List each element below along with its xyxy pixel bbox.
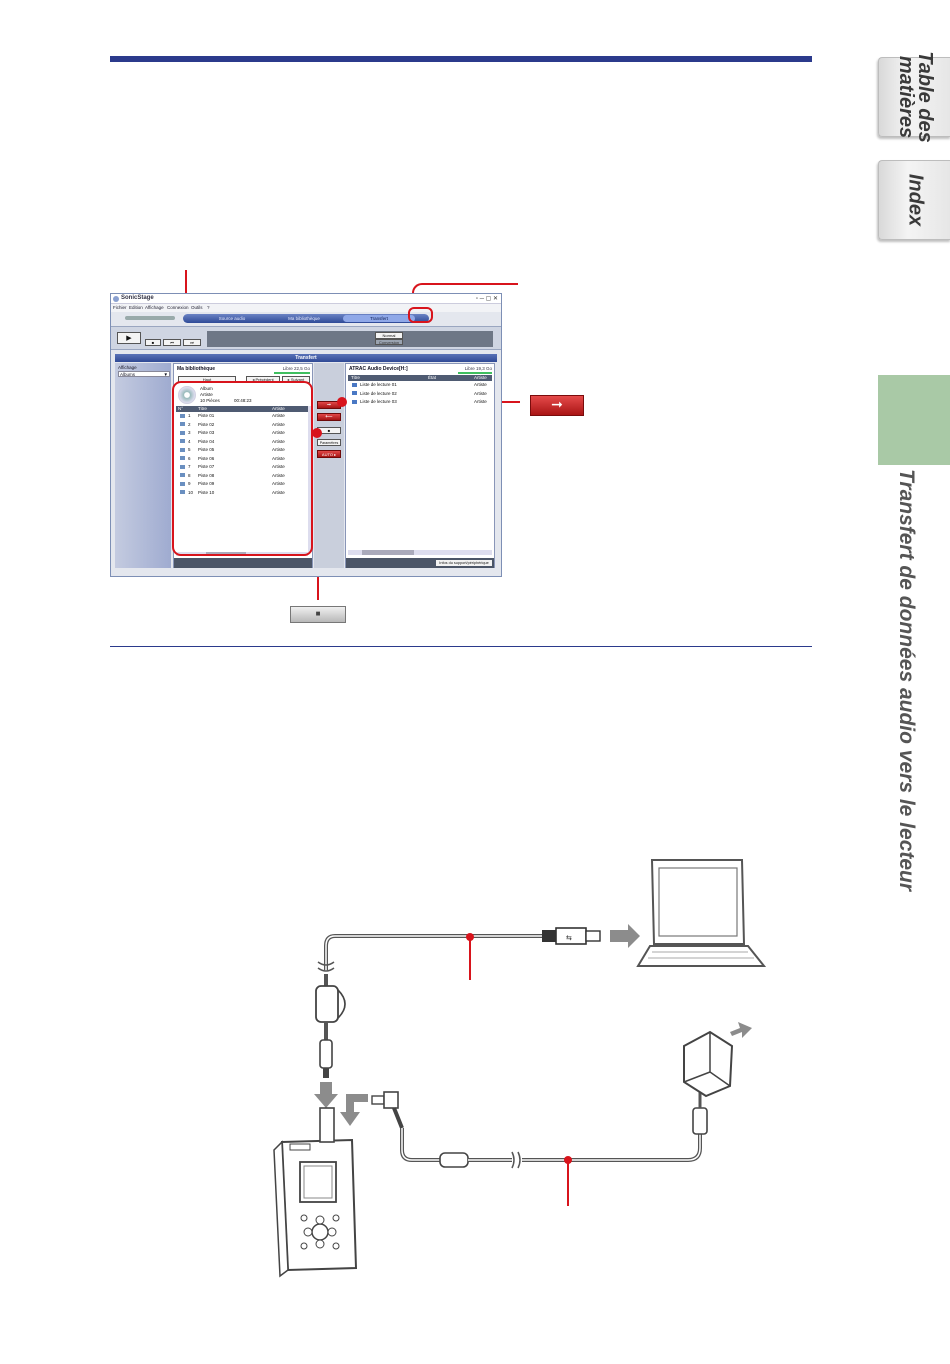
next-button[interactable]: ▸ Suivant [282, 376, 310, 383]
auto-label: AUTO [321, 452, 333, 457]
device-statusbar [346, 558, 494, 568]
tab-index-label: Index [904, 173, 927, 227]
plug-arrow-icon [340, 1094, 368, 1126]
device-hscrollbar[interactable] [348, 550, 492, 555]
track-artist: Artiste [272, 464, 285, 469]
list-item[interactable] [348, 390, 492, 399]
view-label: Affichage [118, 365, 137, 370]
playlist-title: Liste de lecture 02 [360, 390, 397, 396]
down-arrow-icon [314, 1082, 338, 1108]
track-number: 5 [188, 447, 191, 452]
menu-bar [111, 304, 501, 312]
playlist-list [348, 381, 492, 407]
device-title: ATRAC Audio Device[H:] [349, 366, 408, 372]
view-select-value: Albums [120, 372, 136, 377]
track-title: Piste 01 [198, 413, 215, 418]
track-number: 1 [188, 413, 191, 418]
menu-tools[interactable]: Outils [191, 305, 203, 310]
callout-dot-transfer [337, 397, 347, 407]
ac-adaptor-illustration [684, 1032, 732, 1096]
device-info-button[interactable]: Infos du support/périphérique [436, 560, 492, 566]
player-display [207, 331, 493, 347]
playlist-artist: Artiste [474, 382, 487, 387]
track-number: 9 [188, 481, 191, 486]
laptop-illustration [638, 860, 764, 966]
up-button[interactable]: Haut [178, 376, 236, 383]
ac-ferrite-core [440, 1153, 468, 1167]
callout-line-nav-h [430, 283, 518, 285]
prev-track-button[interactable]: ⏮ [163, 339, 181, 346]
track-number: 10 [188, 489, 194, 495]
col-playlist-state: État [428, 375, 437, 380]
section-title-vertical [886, 470, 926, 890]
window-controls-icon[interactable]: ▫ ─ ▢ ✕ [475, 296, 498, 302]
tab-index[interactable] [878, 160, 950, 240]
menu-connect[interactable]: Connexion [167, 305, 189, 310]
track-number: 8 [188, 472, 191, 478]
track-title: Piste 05 [198, 447, 215, 452]
header-rule [110, 56, 812, 62]
next-label: Suivant [290, 377, 305, 382]
col-playlist-title: Titre [351, 375, 360, 380]
previous-label: Précédent [255, 377, 274, 382]
window-title: SonicStage [121, 295, 154, 301]
track-title: Piste 08 [198, 472, 215, 478]
transfer-controls [314, 363, 344, 568]
settings-button[interactable]: Paramètres [317, 439, 341, 446]
player-toolbar [111, 326, 501, 350]
track-artist: Artiste [272, 430, 285, 435]
track-artist: Artiste [272, 481, 285, 486]
col-artist: Artiste [272, 406, 285, 411]
track-title: Piste 06 [198, 455, 215, 461]
volume-slider[interactable] [125, 316, 175, 320]
track-title: Piste 07 [198, 464, 215, 469]
library-free-space: Libre 22,5 Go [282, 366, 310, 371]
svg-text:⇆: ⇆ [566, 934, 572, 942]
callout-box-nav [408, 307, 433, 323]
transfer-left-button[interactable]: ⟵ [317, 413, 341, 421]
track-title: Piste 10 [198, 489, 215, 495]
playlist-artist: Artiste [474, 399, 487, 404]
usb-arrow-icon [610, 924, 640, 948]
track-artist: Artiste [272, 413, 285, 418]
album-name: Album [200, 386, 213, 391]
callout-dot-stop [312, 428, 322, 438]
window-titlebar [111, 294, 501, 304]
album-piece-count: 10 Pièces [200, 398, 220, 403]
ferrite-core [316, 986, 338, 1022]
track-artist: Artiste [272, 421, 285, 427]
legend-transfer-button: ➞ [530, 395, 584, 416]
track-title: Piste 04 [198, 438, 215, 444]
track-artist: Artiste [272, 472, 285, 478]
view-panel [115, 363, 171, 568]
stop-button[interactable]: ■ [145, 339, 161, 346]
callout-box-library [172, 381, 313, 556]
tab-music-source[interactable]: Source audio [218, 316, 246, 321]
dc-plug-icon [372, 1092, 402, 1128]
track-title: Piste 02 [198, 421, 215, 427]
previous-button[interactable]: ◂ Précédent [246, 376, 280, 383]
connection-illustration [260, 850, 780, 1280]
menu-edit[interactable]: Edition [129, 305, 143, 310]
device-free-space: Libre 19,3 Go [464, 366, 492, 371]
track-number: 3 [188, 430, 191, 435]
outlet-arrow-icon [730, 1022, 752, 1038]
menu-view[interactable]: Affichage [145, 305, 164, 310]
device-capacity-bar [458, 372, 492, 374]
mode-select[interactable]: Normal [375, 332, 403, 339]
album-artist: Artiste [200, 392, 213, 397]
playlist-folder-icon [352, 391, 357, 395]
track-number: 4 [188, 438, 191, 444]
playlist-title: Liste de lecture 01 [360, 382, 397, 387]
col-playlist-artist: Artiste [474, 375, 487, 380]
device-hscroll-thumb[interactable] [362, 550, 414, 555]
playlist-artist: Artiste [474, 390, 487, 396]
playlist-folder-icon [352, 400, 357, 404]
usb-plug-icon [542, 928, 600, 944]
tab-transfer[interactable]: Transfert [343, 315, 415, 322]
device-pane [345, 363, 495, 568]
library-statusbar [174, 558, 312, 568]
library-title: Ma bibliothèque [177, 366, 216, 372]
col-number: N° [178, 406, 184, 411]
library-capacity-bar [274, 372, 310, 374]
next-track-button[interactable]: ⏭ [183, 339, 201, 346]
section-marker [878, 375, 950, 465]
transfer-header: Transfert [115, 354, 497, 362]
tab-my-library[interactable]: Ma bibliothèque [288, 316, 320, 321]
transfer-right-button[interactable]: ➞ [317, 401, 341, 409]
stop-transfer-button[interactable]: ■ [317, 427, 341, 434]
dedicated-plug [320, 1040, 332, 1068]
section-title: Transfert de données audio vers le lecteur [895, 468, 918, 892]
track-artist: Artiste [272, 455, 285, 461]
track-number: 6 [188, 455, 191, 461]
nav-bar [183, 314, 429, 323]
section-divider [110, 646, 812, 647]
app-logo-icon [113, 296, 119, 302]
conversion-button[interactable]: Conversion [375, 339, 403, 345]
view-select[interactable] [118, 371, 170, 377]
tab-table-of-contents[interactable] [878, 51, 950, 143]
menu-help[interactable]: ? [207, 305, 210, 310]
track-number: 7 [188, 464, 191, 469]
legend-stop-button: ■ [290, 606, 346, 623]
album-duration: 00:48:23 [234, 398, 252, 403]
track-artist: Artiste [272, 438, 285, 444]
tab-contents-label: Table des matières [895, 51, 936, 143]
col-title: Titre [198, 406, 207, 411]
track-number: 2 [188, 421, 191, 427]
track-artist: Artiste [272, 489, 285, 495]
player-illustration [274, 1108, 356, 1276]
list-item[interactable] [348, 398, 492, 407]
auto-transfer-button[interactable]: AUTO ▸ [317, 450, 341, 458]
menu-file[interactable]: Fichier [113, 305, 127, 310]
dropdown-arrow-icon: ▼ [163, 372, 168, 377]
track-title: Piste 03 [198, 430, 215, 435]
usb-cable [326, 936, 542, 970]
play-button[interactable]: ▶ [117, 332, 141, 344]
track-title: Piste 09 [198, 481, 215, 486]
ac-cable [522, 1130, 700, 1160]
track-artist: Artiste [272, 447, 285, 452]
playlist-title: Liste de lecture 03 [360, 399, 397, 404]
list-item[interactable] [348, 381, 492, 390]
playlist-folder-icon [352, 383, 357, 387]
